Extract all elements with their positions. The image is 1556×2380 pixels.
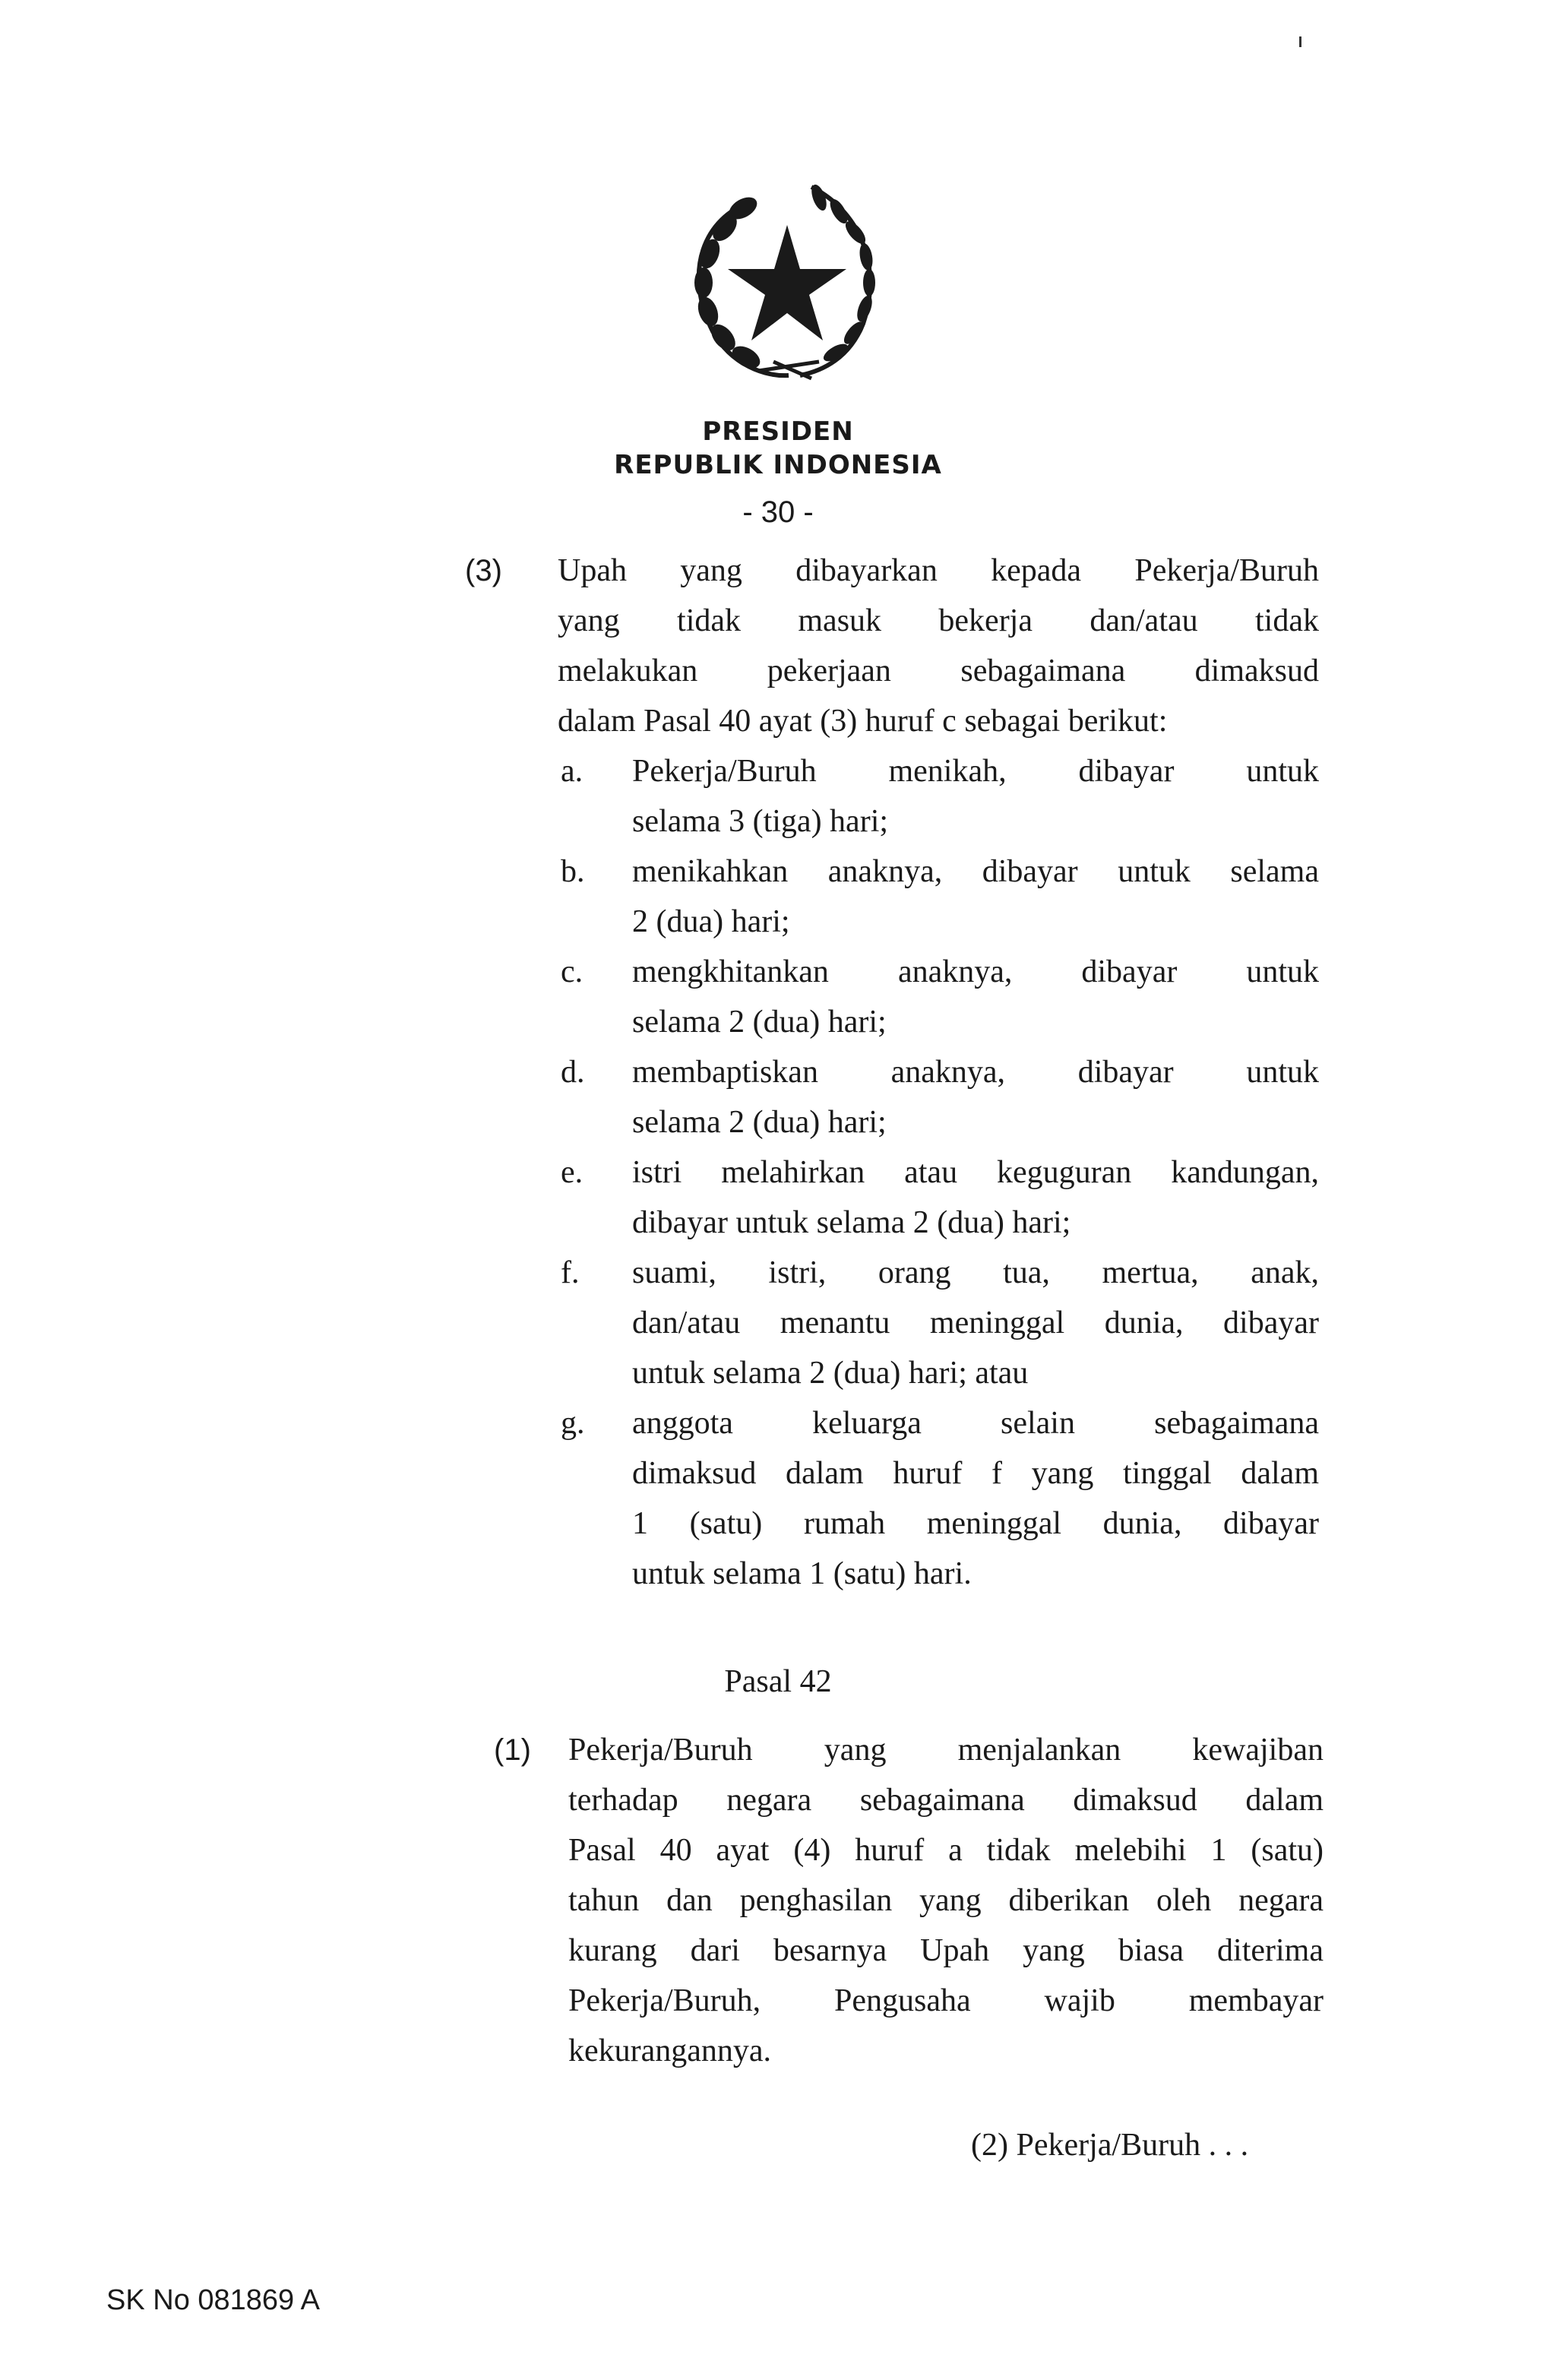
list-item-e-line: istri melahirkan atau keguguran kandungan, — [632, 1155, 1319, 1190]
list-item-g-line: 1 (satu) rumah meninggal dunia, dibayar — [632, 1506, 1319, 1541]
list-item-g-line: untuk selama 1 (satu) hari. — [632, 1556, 972, 1591]
list-item-letter-g: g. — [561, 1406, 585, 1441]
list-item-e-line: dibayar untuk selama 2 (dua) hari; — [632, 1205, 1071, 1240]
document-code: SK No 081869 A — [106, 2284, 320, 2316]
pasal-42-line: Pekerja/Buruh yang menjalankan kewajiban — [568, 1733, 1324, 1768]
list-item-letter-c: c. — [561, 954, 584, 989]
pasal-42-line: Pekerja/Buruh, Pengusaha wajib membayar — [568, 1983, 1324, 2018]
section-3-line: Upah yang dibayarkan kepada Pekerja/Buruh — [558, 553, 1319, 588]
page-number: - 30 - — [742, 495, 814, 529]
section-3-number: (3) — [465, 554, 502, 587]
list-item-g-line: dimaksud dalam huruf f yang tinggal dalam — [632, 1456, 1319, 1491]
list-item-d-line: membaptiskan anaknya, dibayar untuk — [632, 1055, 1319, 1090]
pasal-42-line: kurang dari besarnya Upah yang biasa diterima — [568, 1933, 1324, 1968]
list-item-b-line: 2 (dua) hari; — [632, 904, 790, 939]
list-item-letter-a: a. — [561, 754, 584, 789]
list-item-a-line: Pekerja/Buruh menikah, dibayar untuk — [632, 754, 1319, 789]
header-title-republik: REPUBLIK INDONESIA — [614, 450, 942, 480]
list-item-letter-d: d. — [561, 1055, 585, 1090]
section-3-line: yang tidak masuk bekerja dan/atau tidak — [558, 603, 1319, 638]
pasal-42-heading: Pasal 42 — [724, 1664, 832, 1699]
list-item-letter-b: b. — [561, 854, 585, 889]
list-item-c-line: selama 2 (dua) hari; — [632, 1005, 887, 1040]
presidential-emblem-icon — [659, 172, 903, 400]
list-item-b-line: menikahkan anaknya, dibayar untuk selama — [632, 854, 1319, 889]
list-item-f-line: suami, istri, orang tua, mertua, anak, — [632, 1255, 1319, 1290]
list-item-c-line: mengkhitankan anaknya, dibayar untuk — [632, 954, 1319, 989]
pasal-42-line: Pasal 40 ayat (4) huruf a tidak melebihi 1 (satu) — [568, 1833, 1324, 1868]
pasal-42-item-number: (1) — [494, 1733, 531, 1767]
scan-mark — [1299, 36, 1301, 47]
list-item-g-line: anggota keluarga selain sebagaimana — [632, 1406, 1319, 1441]
continuation-text: (2) Pekerja/Buruh . . . — [971, 2128, 1249, 2163]
pasal-42-line: kekurangannya. — [568, 2033, 772, 2068]
list-item-f-line: dan/atau menantu meninggal dunia, dibayar — [632, 1306, 1319, 1340]
section-3-line: melakukan pekerjaan sebagaimana dimaksud — [558, 654, 1319, 688]
list-item-f-line: untuk selama 2 (dua) hari; atau — [632, 1356, 1029, 1391]
header-title-presiden: PRESIDEN — [702, 416, 854, 447]
section-3-line: dalam Pasal 40 ayat (3) huruf c sebagai berikut: — [558, 704, 1168, 739]
pasal-42-line: tahun dan penghasilan yang diberikan oleh negara — [568, 1883, 1324, 1918]
list-item-letter-f: f. — [561, 1255, 580, 1290]
list-item-a-line: selama 3 (tiga) hari; — [632, 804, 889, 839]
list-item-d-line: selama 2 (dua) hari; — [632, 1105, 887, 1140]
list-item-letter-e: e. — [561, 1155, 584, 1190]
pasal-42-line: terhadap negara sebagaimana dimaksud dalam — [568, 1783, 1324, 1818]
